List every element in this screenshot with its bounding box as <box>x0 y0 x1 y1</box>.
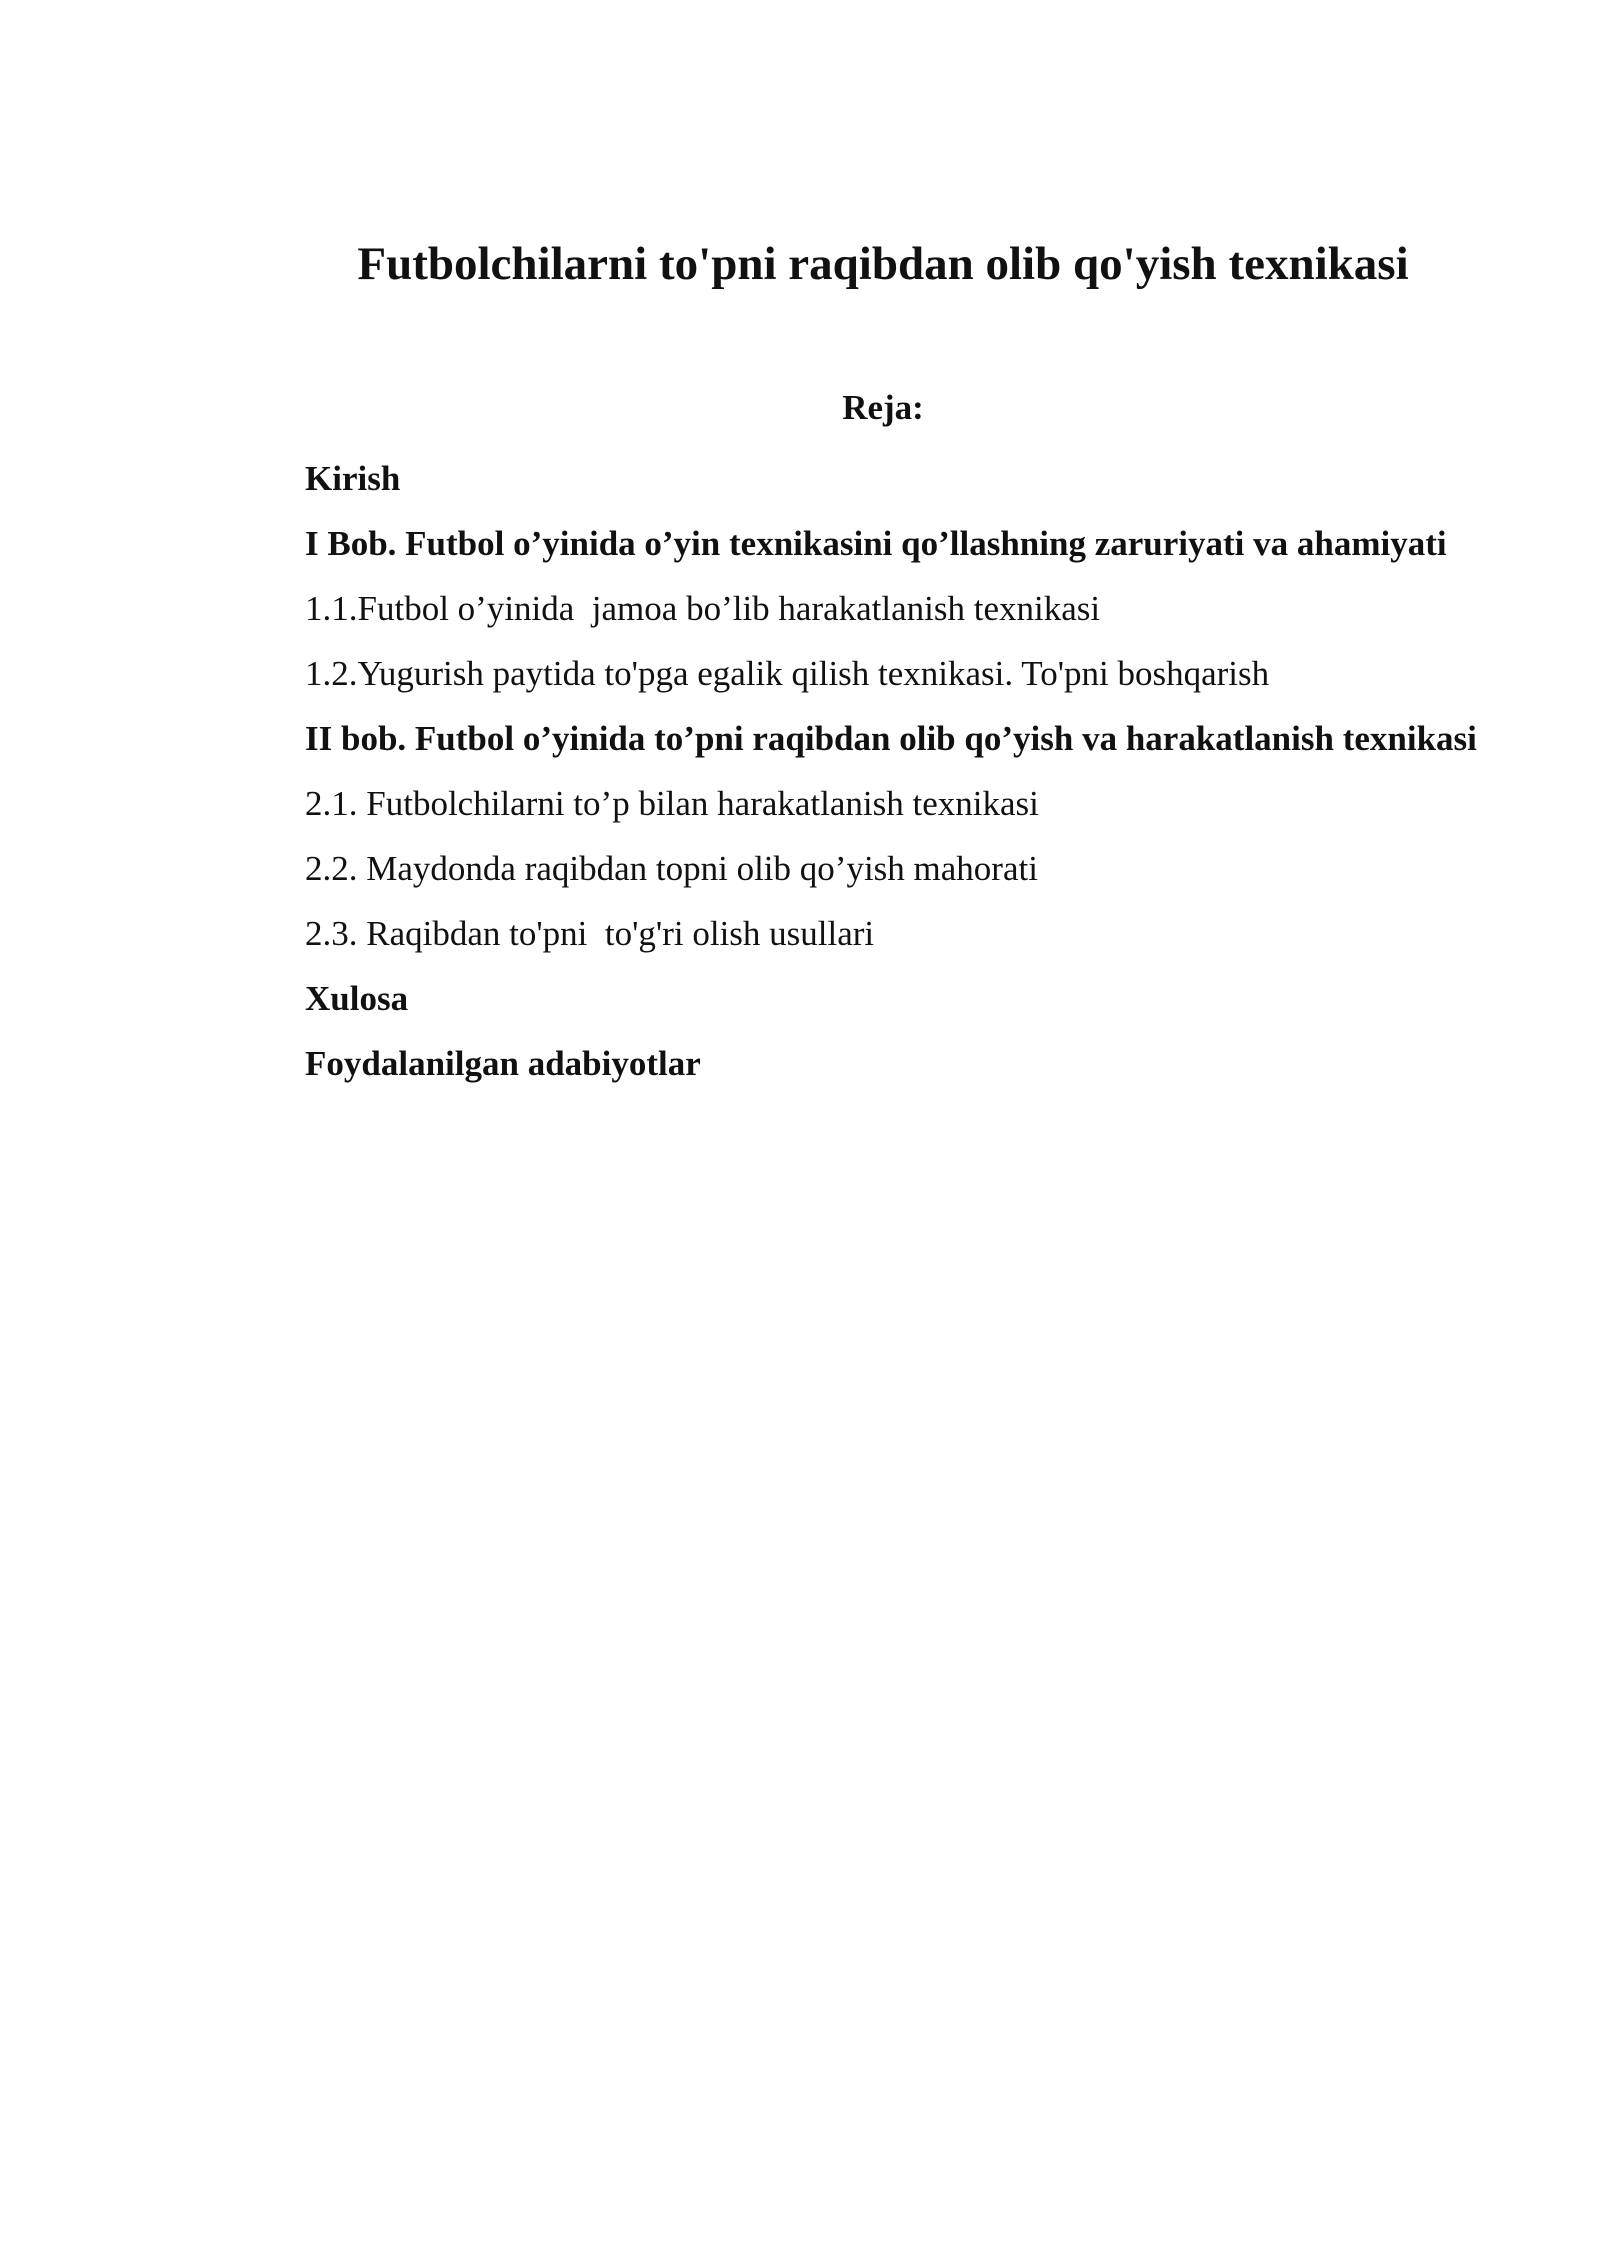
toc-item-conclusion: Xulosa <box>305 979 409 1018</box>
table-of-contents <box>305 446 1487 1096</box>
toc-item-section-2-2: 2.2. Maydonda raqibdan topni olib qo’yish mahorati <box>305 849 1038 888</box>
toc-item-section-1-1: 1.1.Futbol o’yinida jamoa bo’lib harakatlanish texnikasi <box>305 589 1101 628</box>
toc-item-references: Foydalanilgan adabiyotlar <box>305 1044 701 1083</box>
toc-item-section-2-1: 2.1. Futbolchilarni to’p bilan harakatlanish texnikasi <box>305 784 1039 823</box>
toc-item-chapter-1: I Bob. Futbol o’yinida o’yin texnikasini qo’llashning zaruriyati va ahamiyati <box>305 524 1447 563</box>
toc-item-section-1-2: 1.2.Yugurish paytida to'pga egalik qilish texnikasi. To'pni boshqarish <box>305 654 1270 693</box>
toc-item-section-2-3: 2.3. Raqibdan to'pni to'g'ri olish usullari <box>305 914 875 953</box>
toc-item-chapter-2: II bob. Futbol o’yinida to’pni raqibdan olib qo’yish va harakatlanish texnikasi <box>305 719 1477 758</box>
toc-item-intro: Kirish <box>305 459 401 498</box>
document-title: Futbolchilarni to'pni raqibdan olib qo'yish texnikasi <box>357 238 1409 290</box>
plan-heading: Reja: <box>842 388 924 427</box>
